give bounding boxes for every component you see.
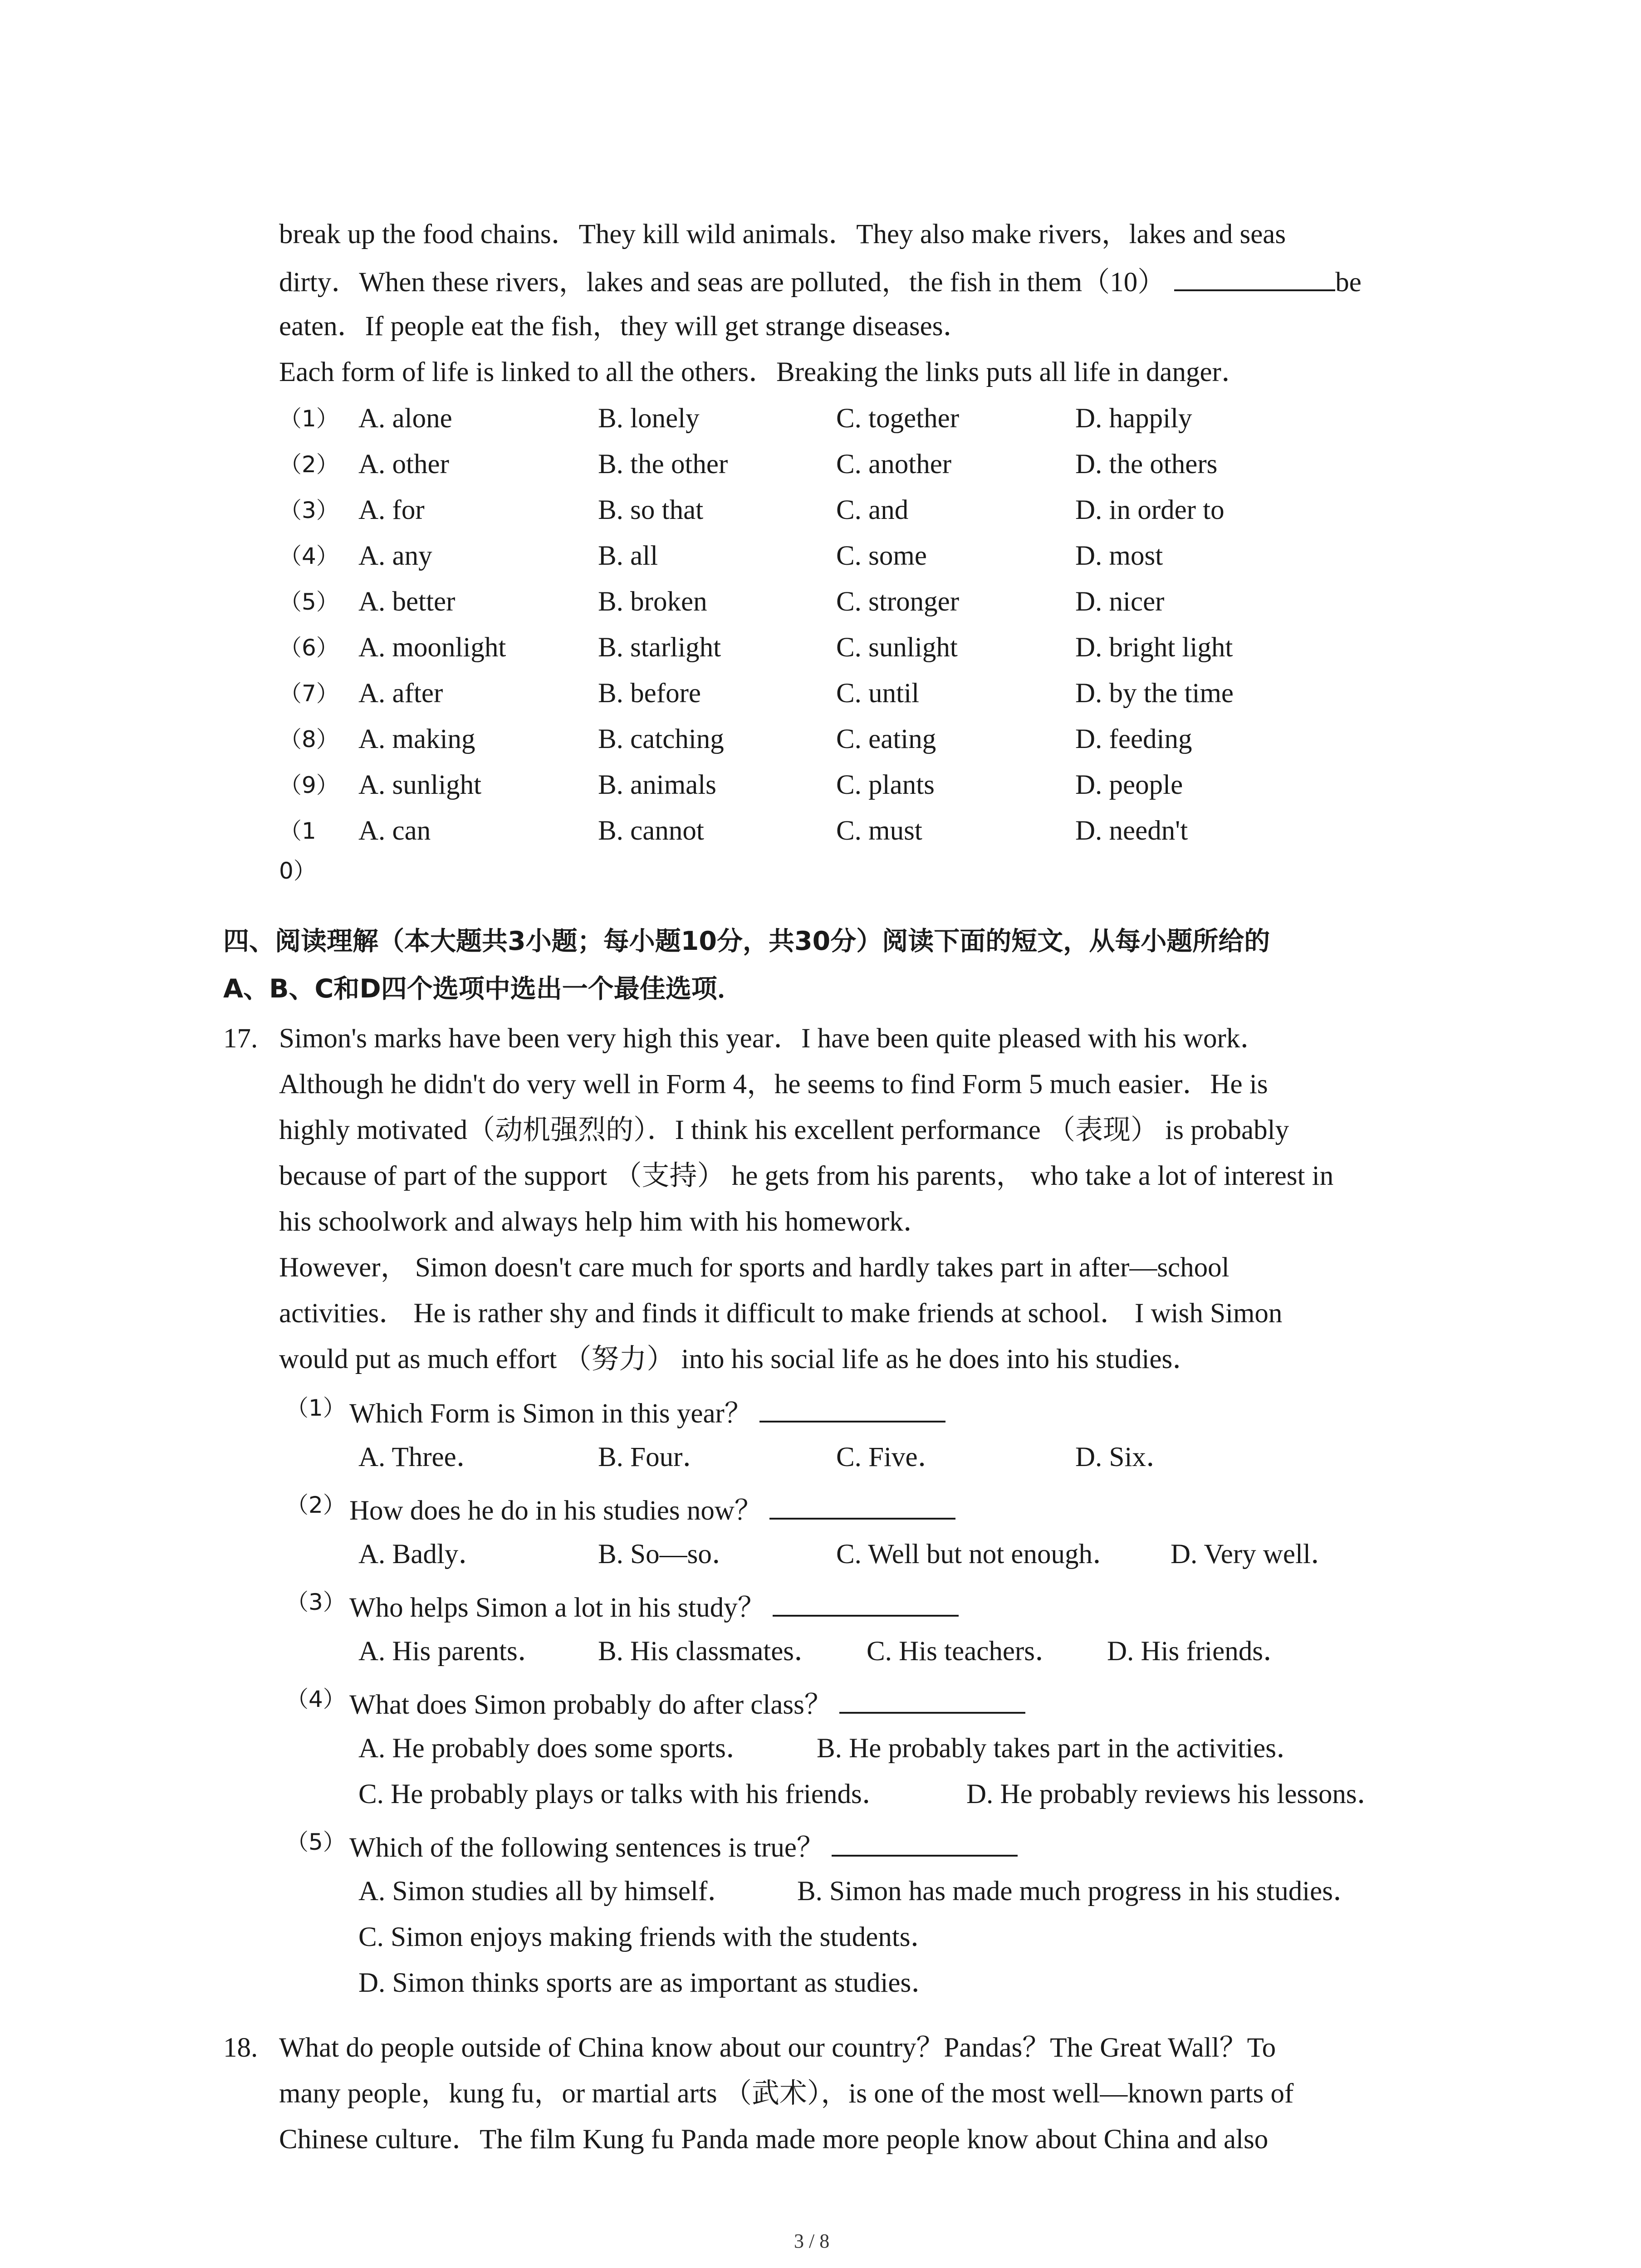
option-a: A. any (358, 541, 432, 571)
passage-line: What do people outside of China know about our country？Pandas？The Great Wall？To (279, 2033, 1276, 2063)
option-a: A. His parents． (358, 1636, 545, 1667)
option-a: A. sunlight (358, 770, 482, 800)
option-b: B. all (598, 541, 658, 571)
passage-line: break up the food chains．They kill wild animals．They also make rivers，lakes and seas (279, 219, 1286, 249)
option-d: D. bright light (1075, 632, 1233, 663)
sub-question-number: （3） (286, 1589, 346, 1615)
answer-blank (839, 1685, 1025, 1714)
sub-question (349, 1393, 945, 1432)
option-number: （7） (279, 680, 339, 707)
passage-line: his schoolwork and always help him with his homework． (279, 1207, 931, 1237)
option-d: D. feeding (1075, 724, 1192, 754)
option-b: B. starlight (598, 632, 721, 663)
passage-line: Although he didn't do very well in Form 4，he seems to find Form 5 much easier．He is (279, 1069, 1268, 1100)
sub-question-text: Which Form is Simon in this year？ (349, 1398, 752, 1429)
option-a: A. other (358, 449, 449, 479)
option-c: C. and (836, 495, 909, 525)
option-d: D. He probably reviews his lessons． (966, 1779, 1385, 1809)
passage-text: be (1335, 267, 1362, 298)
page-number: 3 / 8 (794, 2230, 830, 2252)
passage-line: eaten．If people eat the fish，they will get strange diseases． (279, 311, 971, 342)
option-number-wrap: 0） (279, 858, 316, 884)
answer-blank (1174, 262, 1335, 291)
option-b: B. Four． (598, 1442, 710, 1472)
option-d: D. Six． (1075, 1442, 1174, 1472)
option-d: D. the others (1075, 449, 1218, 479)
passage-line: Each form of life is linked to all the others．Breaking the links puts all life in danger． (279, 357, 1249, 387)
passage-line: highly motivated（动机强烈的）．I think his excellent performance （表现） is probably (279, 1115, 1289, 1145)
passage-line: Chinese culture．The film Kung fu Panda made more people know about China and also (279, 2124, 1269, 2155)
option-b: B. His classmates． (598, 1636, 822, 1667)
option-b: B. animals (598, 770, 716, 800)
option-a: A. moonlight (358, 632, 506, 663)
option-b: B. so that (598, 495, 704, 525)
option-c: C. another (836, 449, 952, 479)
option-number: （8） (279, 726, 339, 753)
option-c: C. sunlight (836, 632, 958, 663)
option-a: A. Three． (358, 1442, 484, 1472)
option-d: D. in order to (1075, 495, 1225, 525)
option-a: A. can (358, 816, 431, 846)
option-c: C. together (836, 403, 960, 434)
answer-blank (832, 1828, 1018, 1857)
answer-blank (759, 1393, 945, 1422)
passage-line: many people，kung fu，or martial arts （武术），is one of the most well—known parts of (279, 2078, 1294, 2109)
option-a: A. better (358, 587, 456, 617)
answer-blank (769, 1491, 955, 1520)
sub-question-number: （2） (286, 1492, 346, 1518)
sub-question (349, 1491, 955, 1529)
option-c: C. eating (836, 724, 936, 754)
option-d: D. needn't (1075, 816, 1188, 846)
sub-question-number: （1） (286, 1395, 346, 1421)
question-number: 18. (223, 2033, 258, 2063)
option-d: D. Very well． (1171, 1539, 1338, 1569)
sub-question-text: What does Simon probably do after class？ (349, 1690, 832, 1720)
option-d: D. by the time (1075, 678, 1234, 709)
option-b: B. broken (598, 587, 707, 617)
option-number: （2） (279, 451, 339, 478)
option-c: C. until (836, 678, 920, 709)
option-c: C. He probably plays or talks with his friends． (358, 1779, 890, 1809)
option-number: （1 (279, 818, 316, 844)
passage-line: Simon's marks have been very high this year．I have been quite pleased with his work． (279, 1023, 1268, 1054)
option-a: A. Simon studies all by himself． (358, 1876, 735, 1906)
section-heading: A、B、C和D四个选项中选出一个最佳选项． (223, 974, 743, 1004)
option-c: C. some (836, 541, 927, 571)
option-number: （9） (279, 772, 339, 798)
sub-question (349, 1828, 1018, 1866)
option-b: B. the other (598, 449, 728, 479)
option-c: C. plants (836, 770, 935, 800)
option-a: A. alone (358, 403, 452, 434)
option-b: B. Simon has made much progress in his studies． (797, 1876, 1361, 1906)
option-a: A. after (358, 678, 443, 709)
option-d: D. most (1075, 541, 1163, 571)
sub-question-number: （4） (286, 1686, 346, 1712)
option-d: D. nicer (1075, 587, 1165, 617)
sub-question (349, 1685, 1025, 1723)
option-number: （6） (279, 635, 339, 661)
option-b: B. So—so． (598, 1539, 740, 1569)
option-c: C. His teachers． (867, 1636, 1063, 1667)
option-d: D. His friends． (1107, 1636, 1291, 1667)
option-number: （3） (279, 497, 339, 523)
answer-blank (773, 1588, 959, 1617)
passage-line: would put as much effort （努力） into his social life as he does into his studies． (279, 1344, 1200, 1374)
option-a: A. Badly． (358, 1539, 486, 1569)
section-heading: 四、阅读理解（本大题共3小题；每小题10分，共30分）阅读下面的短文，从每小题所给的 (223, 926, 1270, 956)
option-a: A. He probably does some sports． (358, 1733, 754, 1764)
option-b: B. catching (598, 724, 724, 754)
option-c: C. Simon enjoys making friends with the students． (358, 1922, 938, 1952)
option-d: D. happily (1075, 403, 1192, 434)
option-d: D. Simon thinks sports are as important as studies． (358, 1968, 939, 1998)
passage-line: because of part of the support （支持） he gets from his parents， who take a lot of interest in (279, 1161, 1334, 1191)
passage-line: activities． He is rather shy and finds it difficult to make friends at school． I wish Simon (279, 1298, 1283, 1329)
option-number: （4） (279, 543, 339, 569)
option-number: （1） (279, 406, 339, 432)
option-c: C. Well but not enough． (836, 1539, 1120, 1569)
passage-text: dirty．When these rivers，lakes and seas are polluted，the fish in them（10） (279, 267, 1166, 298)
passage-line: However， Simon doesn't care much for sports and hardly takes part in after—school (279, 1252, 1230, 1283)
option-d: D. people (1075, 770, 1183, 800)
option-b: B. before (598, 678, 701, 709)
option-number: （5） (279, 589, 339, 615)
sub-question-text: Who helps Simon a lot in his study？ (349, 1593, 765, 1623)
passage-line (279, 262, 1362, 301)
option-c: C. Five． (836, 1442, 945, 1472)
option-a: A. making (358, 724, 475, 754)
sub-question-number: （5） (286, 1829, 346, 1855)
option-c: C. must (836, 816, 922, 846)
option-c: C. stronger (836, 587, 960, 617)
question-number: 17. (223, 1023, 258, 1054)
sub-question-text: How does he do in his studies now？ (349, 1496, 762, 1526)
sub-question-text: Which of the following sentences is true？ (349, 1833, 824, 1863)
option-b: B. He probably takes part in the activities． (817, 1733, 1304, 1764)
sub-question (349, 1588, 959, 1626)
option-b: B. lonely (598, 403, 700, 434)
option-b: B. cannot (598, 816, 704, 846)
option-a: A. for (358, 495, 425, 525)
